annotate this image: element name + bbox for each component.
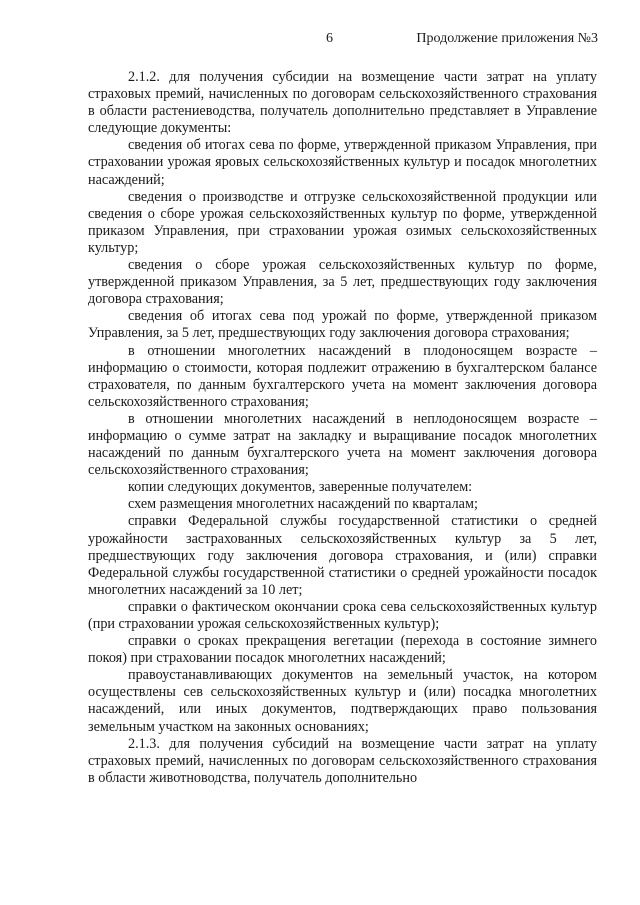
paragraph: сведения о сборе урожая сельскохозяйственных культур по форме, утвержденной приказом Управления, за 5 лет, предшествующих году заключения договора страхования; — [88, 257, 597, 308]
paragraph: справки Федеральной службы государственной статистики о средней урожайности застрахованных сельскохозяйственных культур за 5 лет, предшествующих году заключения договора страхования, и (или) справки Федеральной службы государственной статистики о средней урожайности посадок многолетних насаждений за 10 лет; — [88, 513, 597, 598]
paragraph: схем размещения многолетних насаждений по кварталам; — [128, 496, 478, 513]
paragraph: правоустанавливающих документов на земельный участок, на котором осуществлены сев сельскохозяйственных культур и (или) посадка многолетних насаждений, или иных документов, подтверждающих право пользования земельным участком на законных основаниях; — [88, 667, 597, 735]
paragraph: сведения о производстве и отгрузке сельскохозяйственной продукции или сведения о сборе урожая сельскохозяйственных культур по форме, утвержденной приказом Управления, при страховании урожая озимых сельскохозяйственных культур; — [88, 188, 597, 256]
paragraph: справки о сроках прекращения вегетации (перехода в состояние зимнего покоя) при страховании посадок многолетних насаждений; — [88, 633, 597, 667]
document-body — [88, 69, 597, 787]
paragraph: в отношении многолетних насаждений в неплодоносящем возрасте – информацию о сумме затрат на закладку и выращивание посадок многолетних насаждений по данным бухгалтерского учета на момент заключения договора сельскохозяйственного страхования; — [88, 410, 597, 479]
running-header: Продолжение приложения №3 — [416, 31, 598, 46]
paragraph: копии следующих документов, заверенные получателем: — [128, 479, 473, 496]
paragraph: 2.1.2. для получения субсидии на возмещение части затрат на уплату страховых премий, начисленных по договорам сельскохозяйственного страхования в области растениеводства, получатель дополнительно представляет в Управление следующие документы: — [88, 69, 597, 137]
paragraph: в отношении многолетних насаждений в плодоносящем возрасте – информацию о стоимости, которая подлежит отражению в бухгалтерском балансе страхователя, по данным бухгалтерского учета на момент заключения договора сельскохозяйственного страхования; — [88, 342, 597, 410]
paragraph: справки о фактическом окончании срока сева сельскохозяйственных культур (при страховании урожая сельскохозяйственных культур); — [88, 598, 597, 632]
paragraph: сведения об итогах сева по форме, утвержденной приказом Управления, при страховании урожая яровых сельскохозяйственных культур и посадок многолетних насаждений; — [88, 137, 597, 188]
page-number: 6 — [326, 31, 333, 46]
paragraph: сведения об итогах сева под урожай по форме, утвержденной приказом Управления, за 5 лет, предшествующих году заключения договора страхования; — [88, 308, 597, 342]
paragraph: 2.1.3. для получения субсидий на возмещение части затрат на уплату страховых премий, начисленных по договорам сельскохозяйственного страхования в области животноводства, получатель дополнительно — [88, 735, 597, 786]
